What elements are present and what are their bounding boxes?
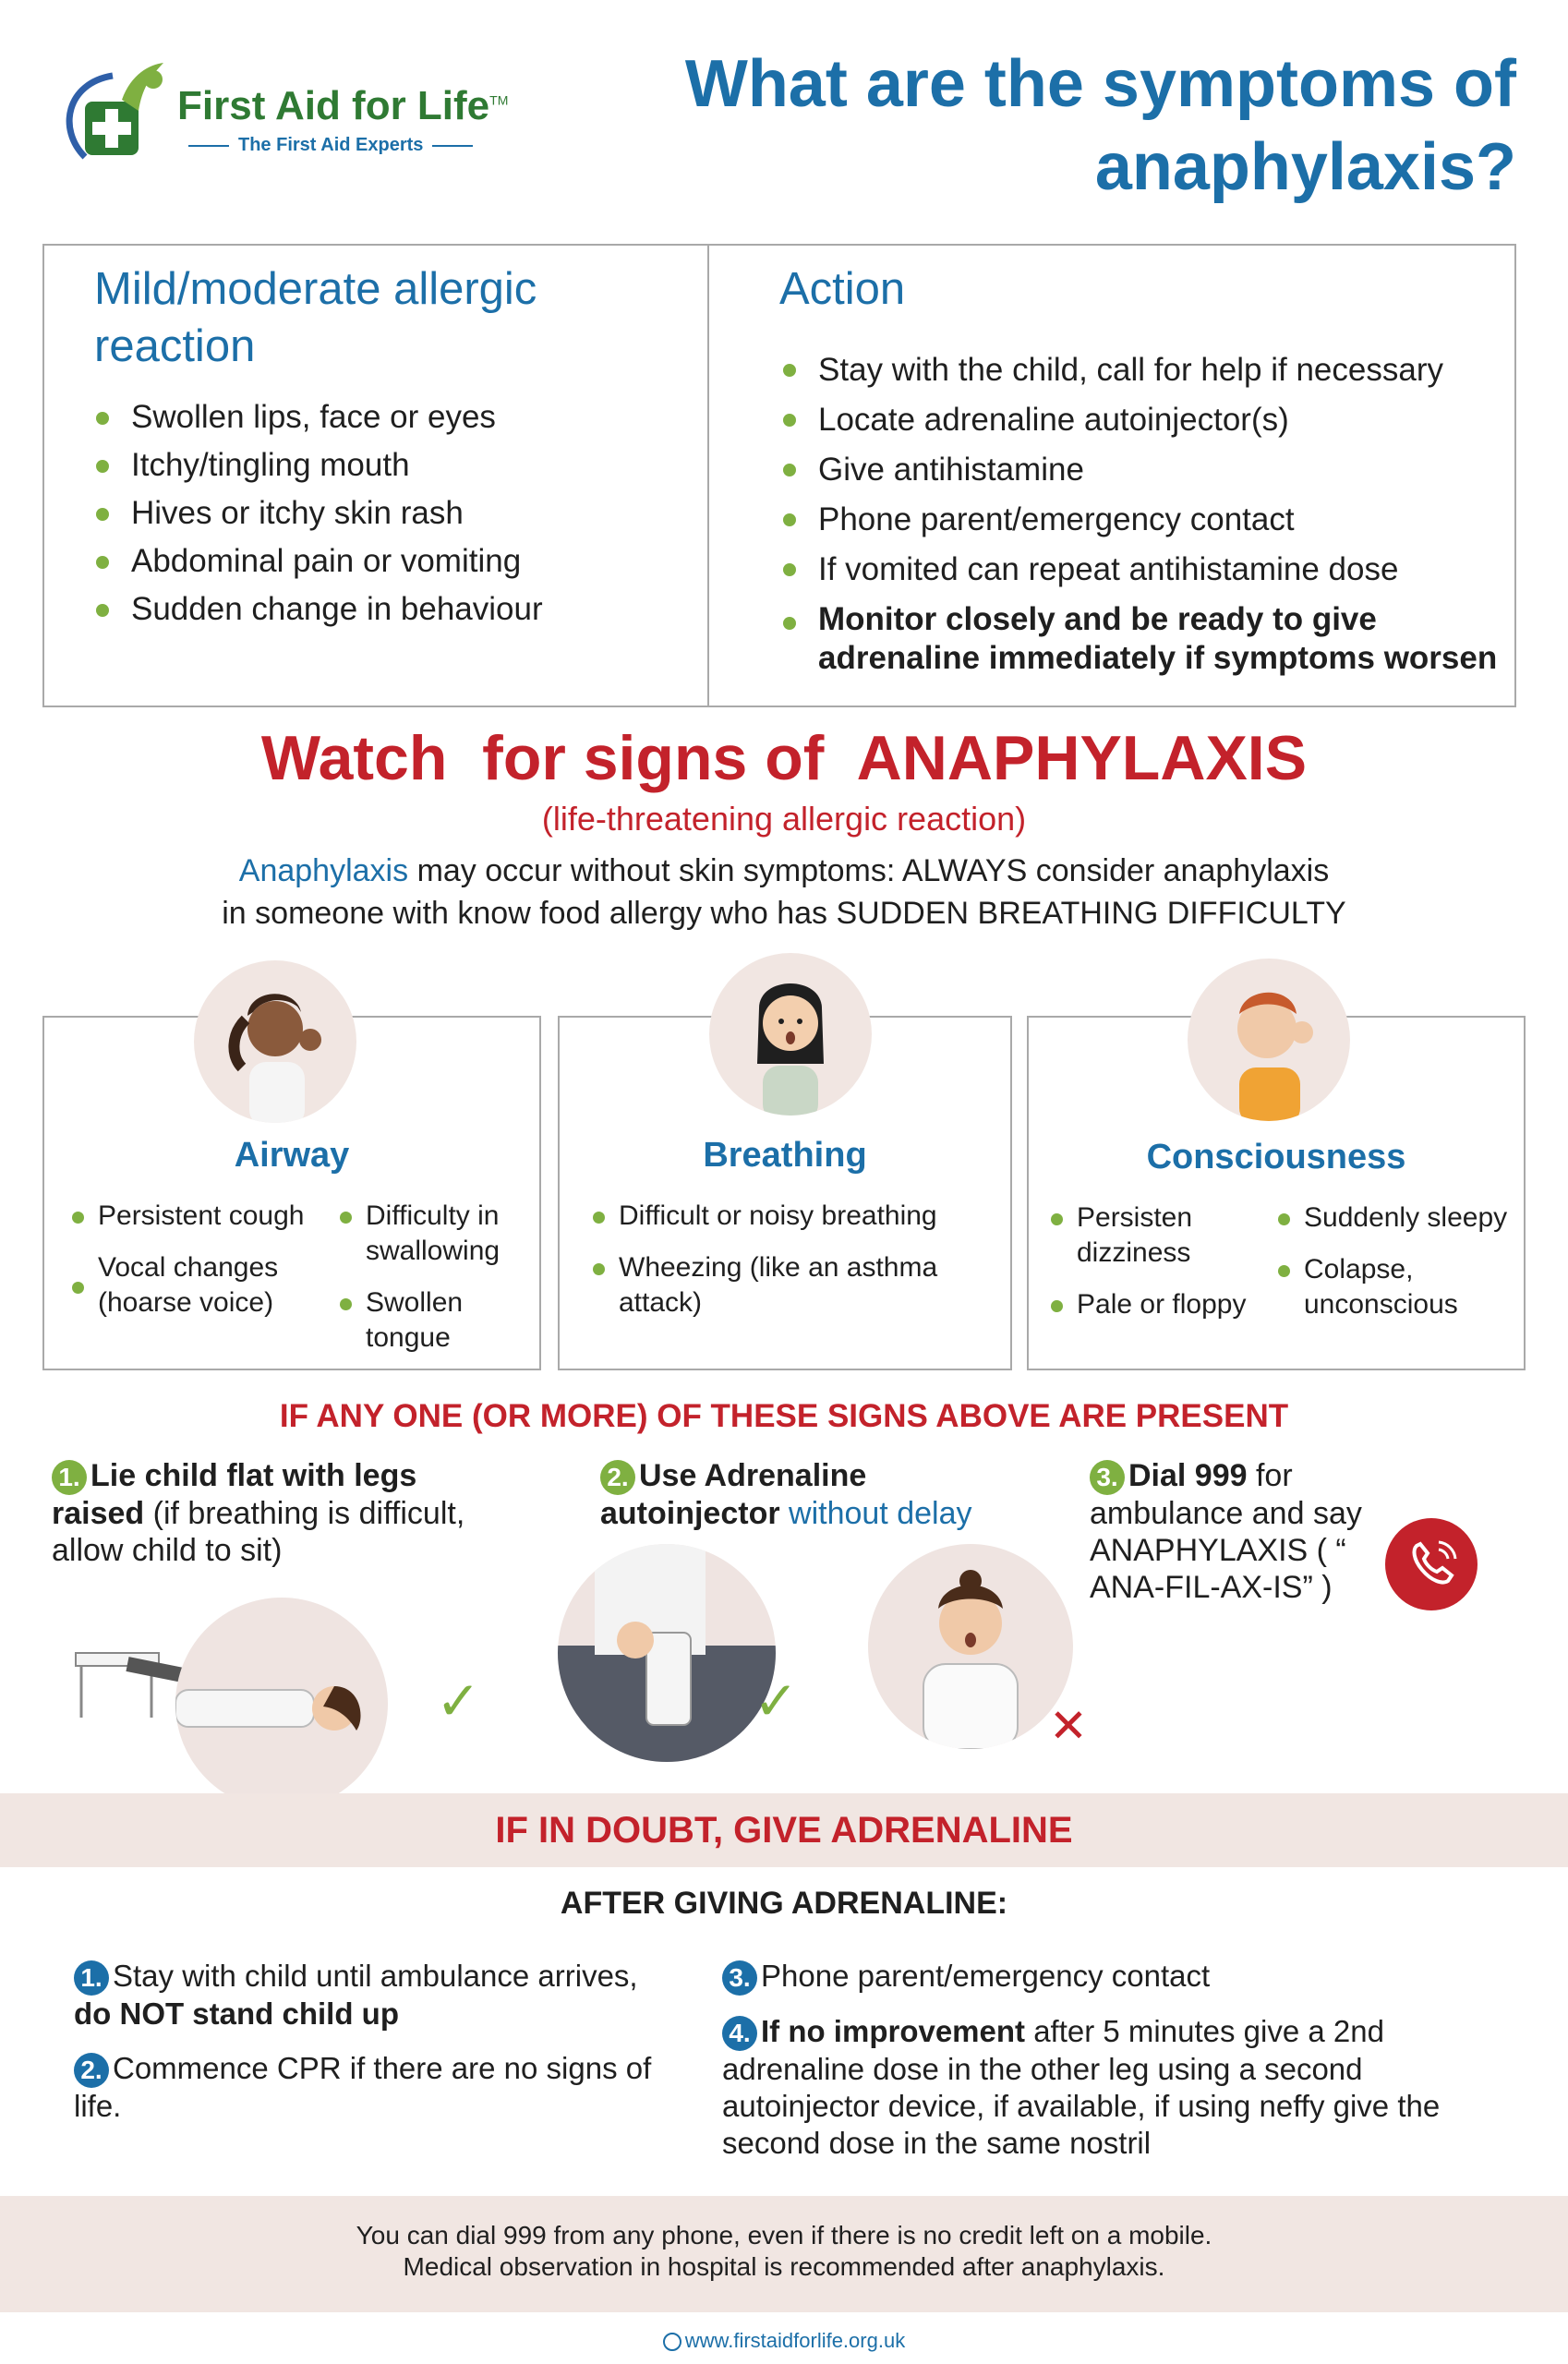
list-item: Itchy/tingling mouth (92, 441, 543, 489)
column-divider (707, 246, 709, 706)
bullet-icon (1278, 1265, 1290, 1277)
mild-symptom-list (92, 393, 543, 633)
first-aid-cross-logo-icon (57, 55, 177, 175)
mild-reaction-title: Mild/moderate allergic reaction (94, 264, 537, 371)
bullet-icon (783, 617, 796, 630)
list-item: Pale or floppy (1051, 1287, 1263, 1322)
bullet-icon (783, 464, 796, 476)
bullet-icon (1051, 1300, 1063, 1312)
list-item: Difficulty in swallowing (340, 1199, 534, 1269)
list-item: Stay with the child, call for help if necessary (779, 345, 1497, 395)
bullet-icon (783, 513, 796, 526)
breathless-child-illustration (709, 953, 872, 1116)
after-step-phone: 3. Phone parent/emergency contact (722, 1958, 1516, 1996)
airway-title: Airway (234, 1136, 350, 1175)
if-any-signs-heading: IF ANY ONE (OR MORE) OF THESE SIGNS ABOVE ARE PRESENT (279, 1398, 1289, 1434)
breathing-list (593, 1199, 990, 1337)
child-portrait-icon (709, 953, 872, 1116)
list-item: Swollen tongue (340, 1285, 534, 1356)
globe-icon (663, 2333, 681, 2351)
dizzy-child-illustration (1188, 959, 1350, 1121)
phone-icon (1385, 1518, 1478, 1610)
step-number: 4. (722, 2016, 757, 2051)
list-item: Give antihistamine (779, 445, 1497, 495)
step-number: 2. (600, 1460, 635, 1495)
child-portrait-icon (194, 960, 356, 1123)
after-step-second-dose: 4. If no improvement after 5 minutes give a 2nd adrenaline dose in the other leg using a second autoinjector device, if available, if using neffy give the second dose in the same nostril (722, 2014, 1441, 2161)
consciousness-list-right (1278, 1200, 1518, 1339)
step-number: 3. (722, 1960, 757, 1996)
anaphylaxis-term: Anaphylaxis (238, 853, 409, 888)
breathing-title: Breathing (703, 1136, 867, 1175)
bullet-icon (96, 508, 109, 521)
list-item: Difficult or noisy breathing (593, 1199, 990, 1234)
list-item: Abdominal pain or vomiting (92, 537, 543, 585)
bullet-icon (96, 412, 109, 425)
step-number: 2. (74, 2053, 109, 2088)
bullet-icon (783, 563, 796, 576)
consciousness-title: Consciousness (1146, 1138, 1406, 1176)
bullet-icon (72, 1212, 84, 1224)
after-step-stay: 1. Stay with child until ambulance arrives, do NOT stand child up (74, 1959, 638, 2032)
bullet-icon (340, 1298, 352, 1310)
list-item: Wheezing (like an asthma attack) (593, 1250, 990, 1321)
coughing-child-illustration (194, 960, 356, 1123)
bullet-icon (1278, 1213, 1290, 1225)
checkmark-icon: ✓ (436, 1671, 481, 1731)
list-item: If vomited can repeat antihistamine dose (779, 545, 1497, 595)
bullet-icon (72, 1282, 84, 1294)
step-dial-999: 3. Dial 999 for ambulance and say ANAPHYLAXIS ( “ ANA-FIL-AX-IS” ) (1090, 1458, 1362, 1606)
reaction-action-box (42, 244, 1516, 707)
consciousness-list-left (1051, 1200, 1263, 1339)
bullet-icon (593, 1212, 605, 1224)
wrong-position-illustration (868, 1544, 1073, 1749)
checkmark-icon: ✓ (754, 1671, 799, 1731)
watch-subtitle: (life-threatening allergic reaction) (541, 800, 1027, 838)
list-item: Colapse, unconscious (1278, 1252, 1518, 1322)
action-title: Action (779, 264, 906, 314)
list-item: Hives or itchy skin rash (92, 489, 543, 537)
footer-note: You can dial 999 from any phone, even if there is no credit left on a mobile. Medical observation in hospital is recommended after anaphylaxis. (356, 2221, 1212, 2281)
step-number: 3. (1090, 1460, 1125, 1495)
bullet-icon (1051, 1213, 1063, 1225)
airway-list-left (72, 1199, 321, 1337)
website-link[interactable]: www.firstaidforlife.org.uk (0, 2329, 1568, 2353)
autoinjector-illustration (558, 1544, 776, 1762)
list-item: Sudden change in behaviour (92, 585, 543, 633)
cross-mark-icon: ✕ (1049, 1700, 1088, 1752)
step-lie-flat: 1. Lie child flat with legs raised (if breathing is difficult, allow child to sit) (52, 1458, 465, 1569)
list-item: Vocal changes (hoarse voice) (72, 1250, 321, 1321)
bullet-icon (593, 1263, 605, 1275)
page-title: What are the symptoms of anaphylaxis? (684, 47, 1516, 204)
bullet-icon (783, 414, 796, 427)
bullet-icon (340, 1212, 352, 1224)
child-portrait-icon (1188, 959, 1350, 1121)
list-item: Swollen lips, face or eyes (92, 393, 543, 441)
list-item-emphasis: Monitor closely and be ready to give adrenaline immediately if symptoms worsen (779, 595, 1497, 678)
lying-child-illustration (175, 1598, 388, 1810)
bullet-icon (783, 364, 796, 377)
bullet-icon (96, 460, 109, 473)
after-step-cpr: 2. Commence CPR if there are no signs of life. (74, 2051, 652, 2124)
step-number: 1. (52, 1460, 87, 1495)
airway-list-right (340, 1199, 534, 1372)
logo-name: First Aid for Life™ (177, 83, 509, 128)
logo (57, 55, 537, 175)
bullet-icon (96, 556, 109, 569)
list-item: Persistent cough (72, 1199, 321, 1234)
list-item: Persisten dizziness (1051, 1200, 1263, 1271)
watch-note: Anaphylaxis may occur without skin symptoms: ALWAYS consider anaphylaxis in someone with know food allergy who has SUDDEN BREATHING DIFFICULTY (222, 853, 1346, 931)
after-adrenaline-title: AFTER GIVING ADRENALINE: (560, 1886, 1008, 1921)
step-use-autoinjector: 2. Use Adrenaline autoinjector without delay (600, 1458, 972, 1532)
doubt-heading: IF IN DOUBT, GIVE ADRENALINE (495, 1810, 1073, 1851)
list-item: Phone parent/emergency contact (779, 495, 1497, 545)
action-list (779, 345, 1497, 678)
list-item: Suddenly sleepy (1278, 1200, 1518, 1236)
logo-tagline: The First Aid Experts (179, 135, 482, 156)
watch-title: Watch for signs of ANAPHYLAXIS (260, 723, 1308, 793)
step-number: 1. (74, 1960, 109, 1996)
list-item: Locate adrenaline autoinjector(s) (779, 395, 1497, 445)
bullet-icon (96, 604, 109, 617)
